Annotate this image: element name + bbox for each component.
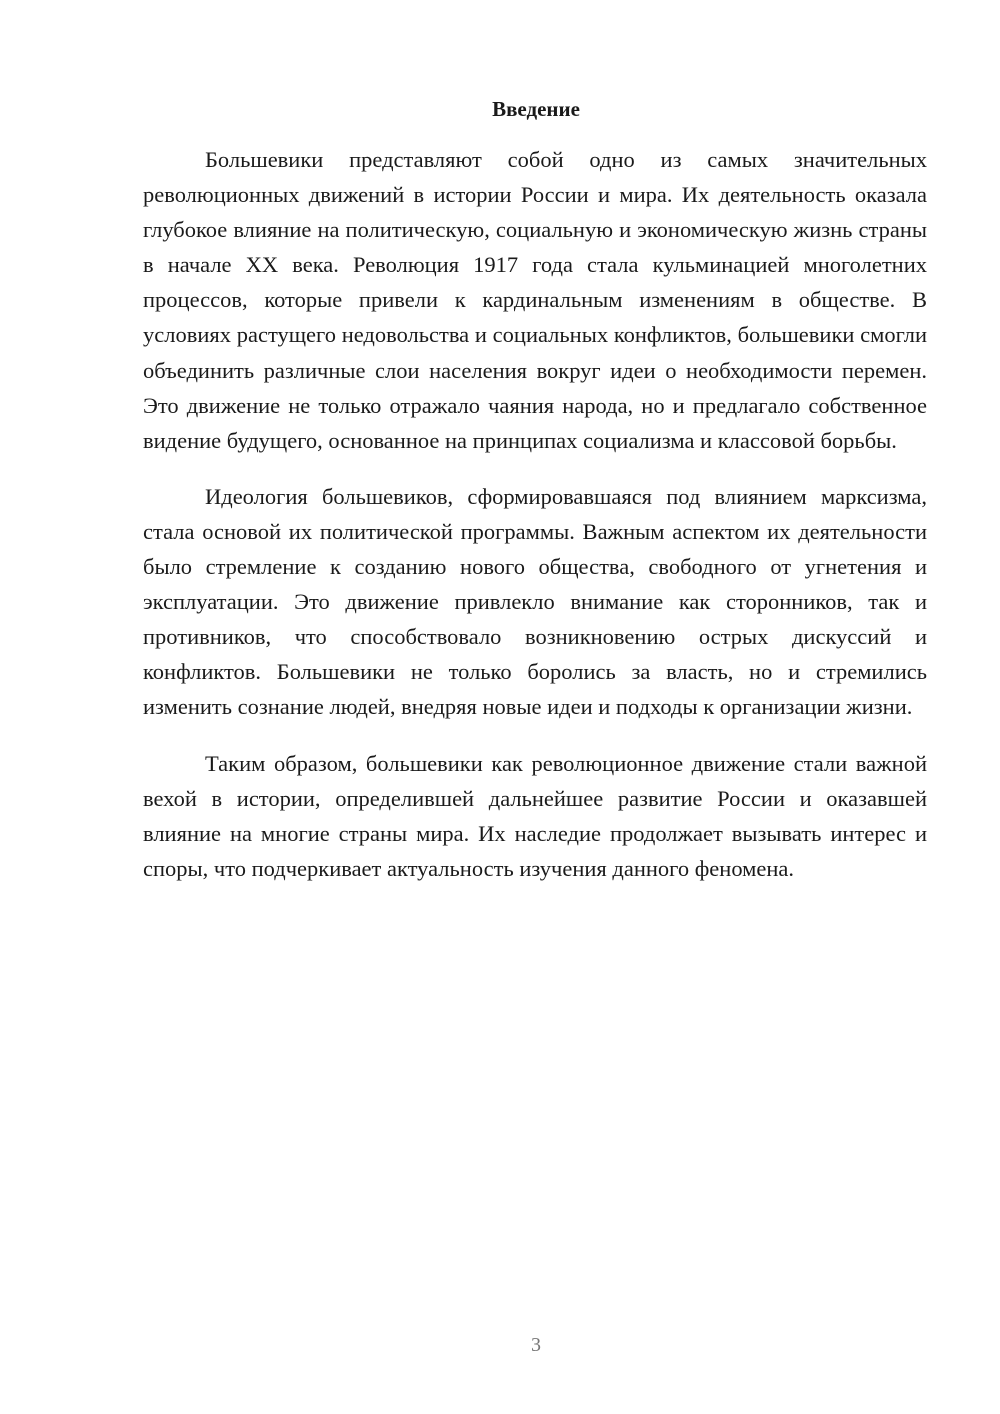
paragraph-2: Идеология большевиков, сформировавшаяся под влиянием марксизма, стала основой их политической программы. Важным аспектом их деятельности было стремление к созданию нового общества, свободного от угнетения и эксплуатации. Это движение привлекло внимание как сторонников, так и противников, что способствовало возникновению острых дискуссий и конфликтов. Большевики не только боролись за власть, но и стремились изменить сознание людей, внедряя новые идеи и подходы к организации жизни. — [143, 483, 927, 720]
page-number: 3 — [531, 1334, 541, 1356]
section-heading: Введение — [492, 97, 580, 121]
paragraph-3: Таким образом, большевики как революционное движение стали важной вехой в истории, определившей дальнейшее развитие России и оказавшей влияние на многие страны мира. Их наследие продолжает вызывать интерес и споры, что подчеркивает актуальность изучения данного феномена. — [143, 750, 927, 881]
paragraph-1: Большевики представляют собой одно из самых значительных революционных движений в истории России и мира. Их деятельность оказала глубокое влияние на политическую, социальную и экономическую жизнь страны в начале XX века. Революция 1917 года стала кульминацией многолетних процессов, которые привели к кардинальным изменениям в обществе. В условиях растущего недовольства и социальных конфликтов, большевики смогли объединить различные слои населения вокруг идеи о необходимости перемен. Это движение не только отражало чаяния народа, но и предлагало собственное видение будущего, основанное на принципах социализма и классовой борьбы. — [143, 147, 927, 453]
body-text — [143, 142, 927, 907]
